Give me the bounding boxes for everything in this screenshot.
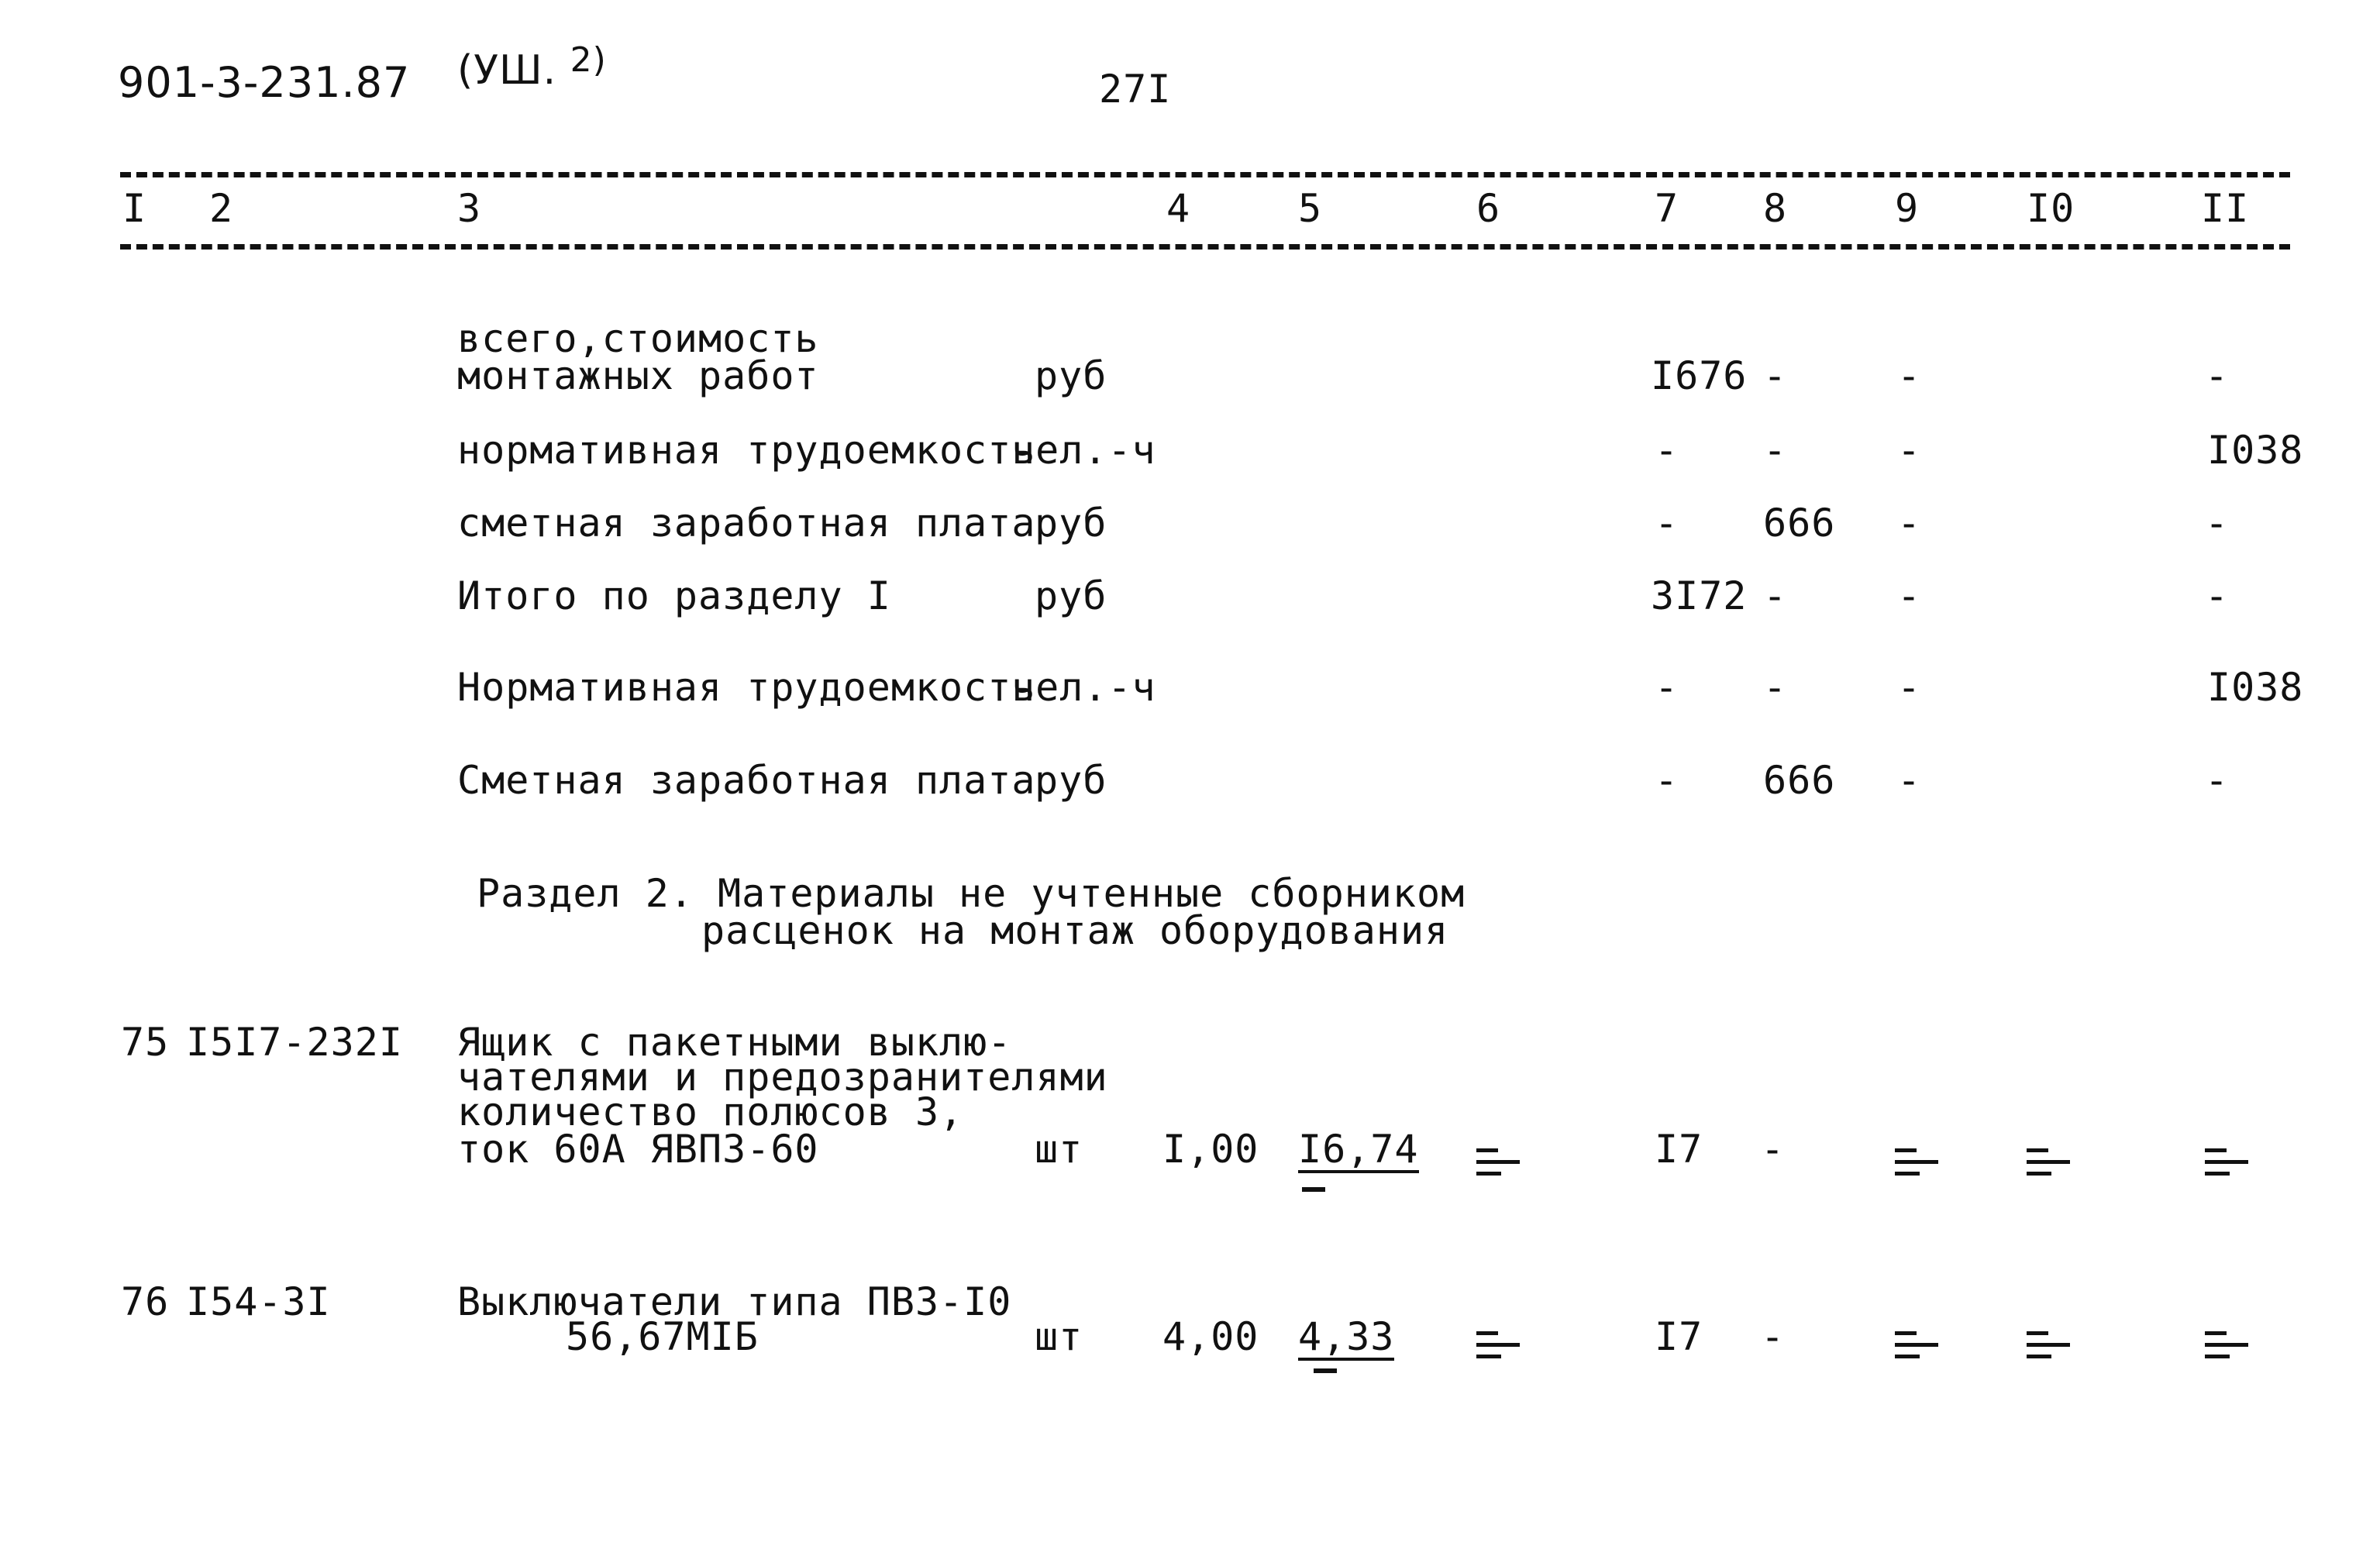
item-unit: шт (1035, 1127, 1083, 1172)
summary-col8: 666 (1763, 501, 1836, 546)
item-price: I6,74 (1298, 1127, 1419, 1172)
summary-col7: - (1655, 665, 1679, 710)
column-header-10: I0 (2027, 186, 2075, 231)
summary-unit: чел.-ч (1011, 665, 1156, 710)
summary-col9: - (1897, 353, 1922, 398)
section-title-line1: Раздел 2. Материалы не учтенные сборником (477, 871, 1466, 916)
summary-col8: - (1763, 353, 1788, 398)
item-description-line: Ящик с пакетными выклю- (457, 1020, 1012, 1065)
summary-col11: - (2205, 758, 2230, 803)
dash-mark (2027, 1148, 2070, 1183)
summary-unit: руб (1035, 573, 1107, 618)
dash-mark (1476, 1331, 1520, 1366)
item-description-line: 56,67МIБ (566, 1314, 759, 1359)
dash-mark (1895, 1148, 1938, 1183)
summary-col8: - (1763, 573, 1788, 618)
document-code: 901-3-231.87 (118, 58, 411, 107)
summary-col7: I676 (1651, 353, 1748, 398)
summary-col7: - (1655, 428, 1679, 473)
item-code: I54-3I (186, 1279, 331, 1324)
summary-label: Итого по разделу I (457, 573, 891, 618)
item-quantity: I,00 (1162, 1127, 1259, 1172)
summary-col8: 666 (1763, 758, 1836, 803)
summary-col8: - (1763, 665, 1788, 710)
summary-col11: - (2205, 573, 2230, 618)
item-quantity: 4,00 (1162, 1314, 1259, 1359)
column-header-11: II (2201, 186, 2250, 231)
album-number: 2) (570, 40, 607, 80)
column-header-3: 3 (457, 186, 482, 231)
item-price: 4,33 (1298, 1314, 1395, 1359)
summary-unit: чел.-ч (1011, 428, 1156, 473)
dash-mark (1476, 1148, 1520, 1183)
summary-col9: - (1897, 501, 1922, 546)
item-col8: - (1761, 1314, 1786, 1359)
summary-label: сметная заработная плата (457, 501, 1036, 546)
summary-label-line2: монтажных работ (457, 353, 819, 398)
item-description-line: чателями и предозранителями (457, 1055, 1108, 1100)
summary-col11: - (2205, 501, 2230, 546)
summary-label-line1: всего,стоимость (457, 316, 819, 361)
summary-unit: руб (1035, 501, 1107, 546)
summary-label: нормативная трудоемкость (457, 428, 1036, 473)
summary-col7: - (1655, 758, 1679, 803)
item-col8: - (1761, 1127, 1786, 1172)
summary-col7: - (1655, 501, 1679, 546)
section-title-line2: расценок на монтаж оборудования (701, 908, 1449, 953)
item-number: 75 (121, 1020, 170, 1065)
column-header-7: 7 (1655, 186, 1679, 231)
column-header-4: 4 (1166, 186, 1191, 231)
dash-mark (2205, 1331, 2248, 1366)
column-header-9: 9 (1895, 186, 1920, 231)
item-description-line: количество полюсов 3, (457, 1090, 964, 1134)
column-header-5: 5 (1298, 186, 1323, 231)
summary-col11: I038 (2207, 665, 2304, 710)
summary-col7: 3I72 (1651, 573, 1748, 618)
column-header-6: 6 (1476, 186, 1501, 231)
summary-col9: - (1897, 428, 1922, 473)
page-number: 27I (1099, 67, 1172, 112)
item-description-line: Выключатели типа ПВЗ-I0 (457, 1279, 1012, 1324)
item-description-line: ток 60А ЯВПЗ-60 (457, 1127, 819, 1172)
column-header-8: 8 (1763, 186, 1788, 231)
item-code: I5I7-232I (186, 1020, 403, 1065)
summary-label: Нормативная трудоемкость (457, 665, 1036, 710)
summary-col8: - (1763, 428, 1788, 473)
item-col7: I7 (1655, 1314, 1703, 1359)
column-header-1: I (122, 186, 147, 231)
dash-mark (1895, 1331, 1938, 1366)
summary-unit: руб (1035, 353, 1107, 398)
summary-label: Сметная заработная плата (457, 758, 1036, 803)
summary-col9: - (1897, 665, 1922, 710)
dash-mark (2027, 1331, 2070, 1366)
album-label (457, 40, 607, 94)
summary-col11: - (2205, 353, 2230, 398)
album-prefix: (УШ. (457, 47, 557, 94)
underline-mark (1302, 1187, 1325, 1192)
item-number: 76 (121, 1279, 170, 1324)
summary-col11: I038 (2207, 428, 2304, 473)
item-col7: I7 (1655, 1127, 1703, 1172)
summary-col9: - (1897, 573, 1922, 618)
summary-unit: руб (1035, 758, 1107, 803)
item-unit: шт (1035, 1314, 1083, 1359)
underline-mark (1314, 1368, 1337, 1373)
dash-mark (2205, 1148, 2248, 1183)
column-header-2: 2 (209, 186, 234, 231)
header-bottom-rule (120, 244, 2290, 250)
summary-col9: - (1897, 758, 1922, 803)
header-top-rule (120, 172, 2290, 177)
